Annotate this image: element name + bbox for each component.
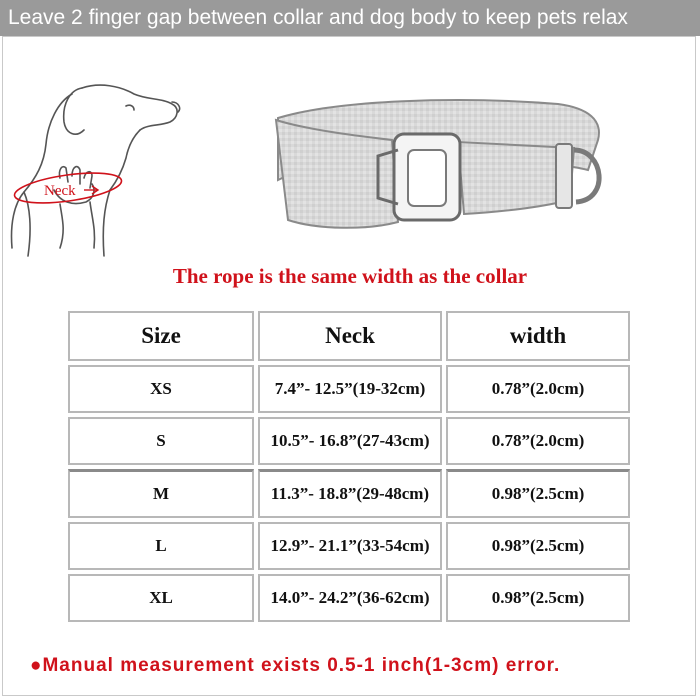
size-cell: L [68, 522, 254, 570]
width-cell: 0.78”(2.0cm) [446, 365, 630, 413]
neck-cell: 11.3”- 18.8”(29-48cm) [258, 469, 442, 518]
neck-cell: 14.0”- 24.2”(36-62cm) [258, 574, 442, 622]
top-banner: Leave 2 finger gap between collar and dog body to keep pets relax [0, 0, 700, 36]
measurement-error-note: ●Manual measurement exists 0.5-1 inch(1-3cm) error. [30, 655, 561, 676]
width-note: The rope is the same width as the collar [172, 264, 528, 288]
table-row [68, 574, 630, 622]
header-size: Size [68, 311, 254, 361]
collar-product-image [258, 90, 618, 240]
size-cell: S [68, 417, 254, 465]
neck-cell: 7.4”- 12.5”(19-32cm) [258, 365, 442, 413]
table-row [68, 469, 630, 518]
header-width: width [446, 311, 630, 361]
table-row [68, 522, 630, 570]
width-cell: 0.98”(2.5cm) [446, 522, 630, 570]
size-cell: M [68, 469, 254, 518]
header-neck: Neck [258, 311, 442, 361]
width-cell: 0.98”(2.5cm) [446, 469, 630, 518]
width-cell: 0.98”(2.5cm) [446, 574, 630, 622]
size-cell: XS [68, 365, 254, 413]
table-row [68, 365, 630, 413]
table-header-row [68, 311, 630, 361]
neck-cell: 10.5”- 16.8”(27-43cm) [258, 417, 442, 465]
neck-label: Neck [44, 183, 76, 199]
table-row [68, 417, 630, 465]
size-chart-table [64, 307, 634, 626]
width-cell: 0.78”(2.0cm) [446, 417, 630, 465]
dog-neck-illustration [0, 78, 200, 278]
size-cell: XL [68, 574, 254, 622]
neck-cell: 12.9”- 21.1”(33-54cm) [258, 522, 442, 570]
